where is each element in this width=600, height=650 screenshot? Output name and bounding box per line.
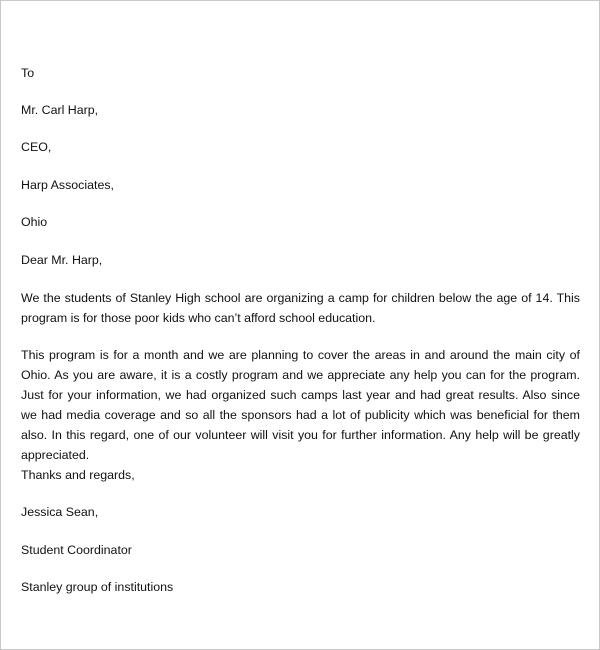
closing: Thanks and regards, bbox=[21, 468, 135, 482]
sender-organization: Stanley group of institutions bbox=[21, 580, 174, 594]
body-paragraph-1: We the students of Stanley High school are organizing a camp for children below the age of 14. This program is for those poor kids who can’t afford school education. bbox=[21, 291, 580, 325]
salutation: Dear Mr. Harp, bbox=[21, 253, 103, 267]
recipient-name: Mr. Carl Harp, bbox=[21, 103, 99, 117]
sender-title: Student Coordinator bbox=[21, 543, 132, 557]
body-paragraph-2: This program is for a month and we are planning to cover the areas in and around the main city of Ohio. As you are aware, it is a costly program and we appreciate any help you can for the program. Just for your information, we had organized such camps last year and had great results. Also since we had media coverage and so all the sponsors had a lot of publicity which was beneficial for them also. In this regard, one of our volunteer will visit you for further information. Any help will be greatly appreciated. bbox=[21, 348, 580, 462]
recipient-location: Ohio bbox=[21, 215, 48, 229]
to-label: To bbox=[21, 66, 35, 80]
sender-name: Jessica Sean, bbox=[21, 505, 99, 519]
recipient-company: Harp Associates, bbox=[21, 178, 114, 192]
recipient-title: CEO, bbox=[21, 140, 52, 154]
